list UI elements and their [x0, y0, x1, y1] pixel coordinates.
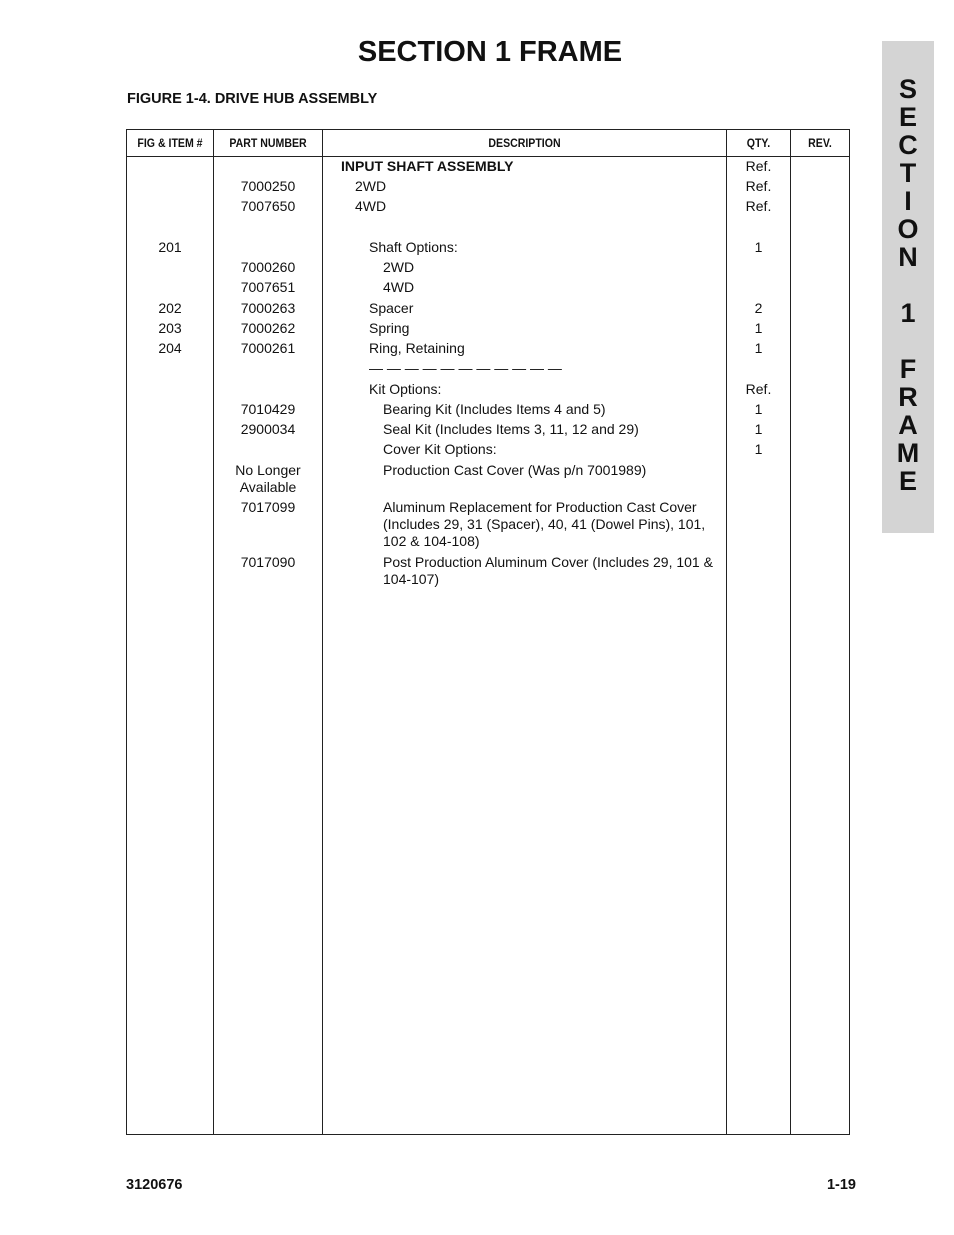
- cell-part: 2900034: [240, 421, 296, 437]
- cell-qty: 2: [754, 300, 763, 316]
- cell-item: 202: [158, 300, 182, 316]
- cell-desc: Post Production Aluminum Cover (Includes 29, 101 & 104-107): [383, 554, 713, 587]
- cell-desc: Spacer: [369, 300, 414, 316]
- cell-part: 7000263: [240, 300, 296, 316]
- cell-desc: — — — — — — — — — — —: [369, 360, 562, 376]
- cell-part: 7000260: [240, 259, 296, 275]
- header-divider: [127, 156, 849, 157]
- document-number: 3120676: [126, 1177, 183, 1193]
- cell-desc: Bearing Kit (Includes Items 4 and 5): [383, 401, 606, 417]
- cell-desc: 2WD: [355, 178, 387, 194]
- cell-part: 7017099: [240, 499, 296, 515]
- side-tab-letter: M: [896, 438, 920, 468]
- cell-qty: 1: [754, 239, 763, 255]
- side-tab-letter: E: [898, 466, 917, 496]
- cell-part: No Longer Available: [235, 462, 301, 495]
- section-side-tab: [882, 41, 934, 533]
- cell-desc: 2WD: [383, 259, 415, 275]
- cell-qty: 1: [754, 340, 763, 356]
- cell-part: 7010429: [240, 401, 296, 417]
- cell-part: 7000262: [240, 320, 296, 336]
- cell-item: 203: [158, 320, 182, 336]
- cell-desc: Cover Kit Options:: [383, 441, 497, 457]
- cell-qty: 1: [754, 421, 763, 437]
- side-tab-letter: F: [899, 354, 917, 384]
- parts-table: [126, 129, 850, 1135]
- cell-part: 7017090: [240, 554, 296, 570]
- header-item: FIG & ITEM #: [137, 136, 203, 150]
- cell-qty: Ref.: [745, 158, 772, 174]
- side-tab-letter: T: [899, 158, 917, 188]
- cell-part: 7000261: [240, 340, 296, 356]
- cell-item: 201: [158, 239, 182, 255]
- cell-qty: Ref.: [745, 198, 772, 214]
- cell-item: 204: [158, 340, 182, 356]
- side-tab-letter: I: [904, 186, 912, 216]
- side-tab-letter: E: [898, 102, 917, 132]
- cell-desc: INPUT SHAFT ASSEMBLY: [341, 158, 514, 174]
- header-description: DESCRIPTION: [488, 136, 561, 150]
- cell-desc: Kit Options:: [369, 381, 442, 397]
- side-tab-letter: N: [898, 242, 918, 272]
- cell-part: 7007650: [240, 198, 296, 214]
- cell-part: 7007651: [240, 279, 296, 295]
- side-tab-letter: C: [898, 130, 918, 160]
- cell-desc: 4WD: [383, 279, 415, 295]
- cell-qty: 1: [754, 320, 763, 336]
- side-tab-letter: O: [897, 214, 919, 244]
- cell-qty: Ref.: [745, 178, 772, 194]
- side-tab-letter: S: [898, 74, 917, 104]
- side-tab-letter: R: [898, 382, 918, 412]
- column-divider: [322, 130, 323, 1134]
- side-tab-letter: 1: [900, 298, 916, 328]
- column-divider: [790, 130, 791, 1134]
- cell-qty: 1: [754, 401, 763, 417]
- side-tab-letter: A: [898, 410, 918, 440]
- cell-qty: Ref.: [745, 381, 772, 397]
- section-title: SECTION 1 FRAME: [357, 36, 623, 68]
- cell-desc: Production Cast Cover (Was p/n 7001989): [383, 462, 647, 478]
- cell-desc: Shaft Options:: [369, 239, 458, 255]
- header-rev: REV.: [808, 136, 832, 150]
- cell-desc: Seal Kit (Includes Items 3, 11, 12 and 29): [383, 421, 639, 437]
- cell-qty: 1: [754, 441, 763, 457]
- cell-desc: Aluminum Replacement for Production Cast Cover (Includes 29, 31 (Spacer), 40, 41 (Dowel Pins), 101, 102 & 104-108): [383, 499, 706, 549]
- header-qty: QTY.: [746, 136, 771, 150]
- cell-desc: Spring: [369, 320, 410, 336]
- page-number: 1-19: [826, 1177, 856, 1193]
- cell-desc: 4WD: [355, 198, 387, 214]
- cell-desc: Ring, Retaining: [369, 340, 465, 356]
- figure-title: FIGURE 1-4. DRIVE HUB ASSEMBLY: [127, 91, 378, 107]
- column-divider: [726, 130, 727, 1134]
- header-part-number: PART NUMBER: [229, 136, 307, 150]
- cell-part: 7000250: [240, 178, 296, 194]
